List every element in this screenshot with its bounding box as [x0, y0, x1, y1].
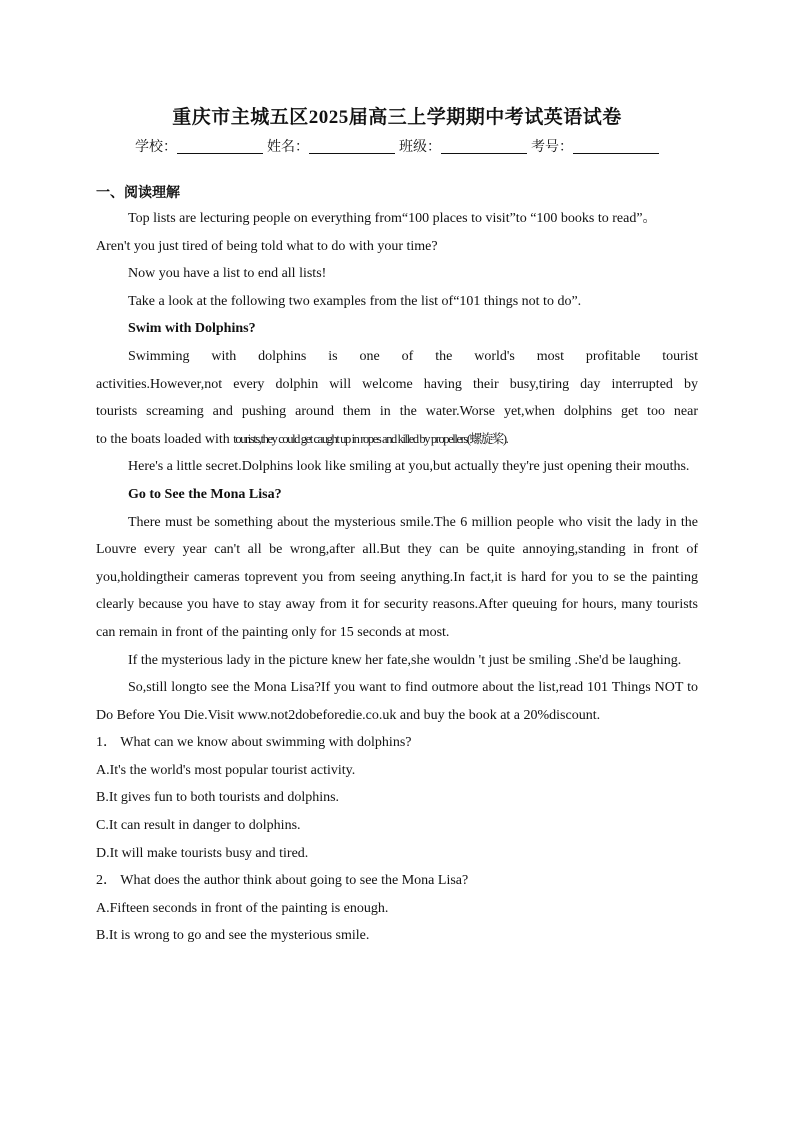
school-blank[interactable] [177, 139, 263, 154]
heading-dolphins: Swim with Dolphins? [128, 321, 256, 337]
mona-paragraph-3: So,still longto see the Mona Lisa?If you want to find outmore about the list,read 101 Things NOT to Do Before You Die.Visit www.not2dobeforedie.co.uk and buy the book at a 20%discount. [96, 680, 698, 723]
question-1-option-a[interactable]: A.It's the world's most popular tourist activity. [96, 762, 356, 778]
class-label: 班级： [399, 139, 441, 155]
dolphin-line-1: Swimming with dolphins is one of the world's most profitable tourist [128, 348, 698, 364]
mona-paragraph-2: If the mysterious lady in the picture knew her fate,she wouldn 't just be smiling .She'd be laughing. [128, 652, 682, 668]
question-2-option-b[interactable]: B.It is wrong to go and see the mysterious smile. [96, 928, 370, 944]
section-title: 一、阅读理解 [96, 185, 180, 201]
intro-paragraph-2: Now you have a list to end all lists! [128, 266, 327, 282]
question-1-option-c[interactable]: C.It can result in danger to dolphins. [96, 818, 301, 834]
name-blank[interactable] [309, 139, 395, 154]
dolphin-line-4 [96, 426, 698, 454]
intro-line-2: Aren't you just tired of being told what to do with your time? [96, 238, 438, 254]
intro-paragraph-3: Take a look at the following two examples from the list of“101 things not to do”. [128, 293, 582, 309]
question-1-option-b[interactable]: B.It gives fun to both tourists and dolphins. [96, 790, 340, 806]
exam-number-blank[interactable] [573, 139, 659, 154]
heading-mona-lisa: Go to See the Mona Lisa? [128, 486, 282, 502]
exam-number-label: 考号： [531, 139, 573, 155]
dolphin-line-4-start: to the boats loaded with [96, 431, 234, 447]
name-label: 姓名： [267, 139, 309, 155]
class-blank[interactable] [441, 139, 527, 154]
exam-content [96, 182, 698, 950]
student-info-row [0, 136, 794, 156]
dolphin-secret: Here's a little secret.Dolphins look like smiling at you,but actually they're just opening their mouths. [128, 459, 690, 475]
intro-line-1: Top lists are lecturing people on everything from“100 places to visit”to “100 books to read”。 [128, 211, 657, 226]
question-2-stem: 2． What does the author think about going to see the Mona Lisa? [96, 873, 469, 889]
school-label: 学校： [135, 139, 177, 155]
dolphin-line-4-condensed: tourists,they could get caught up in ropes and killed by propellers(螺旋桨). [233, 431, 508, 446]
exam-title: 重庆市主城五区2025届高三上学期期中考试英语试卷 [172, 107, 622, 128]
question-1-stem: 1． What can we know about swimming with dolphins? [96, 735, 412, 751]
question-1-option-d[interactable]: D.It will make tourists busy and tired. [96, 845, 309, 861]
dolphin-line-2: activities.However,not every dolphin will welcome having their busy,tiring day interrupted by [96, 376, 698, 392]
dolphin-line-3: tourists screaming and pushing around them in the water.Worse yet,when dolphins get too near [96, 404, 698, 420]
mona-paragraph-1: There must be something about the mysterious smile.The 6 million people who visit the lady in the Louvre every year can't all be wrong,after all.But they can be quite annoying,standing in front of you,holdingtheir cameras toprevent you from seeing anything.In fact,it is hard for you to se the painting clearly because you have to stay away from it for security reasons.After queuing for hours, many tourists can remain in front of the painting only for 15 seconds at most. [96, 514, 698, 640]
question-2-option-a[interactable]: A.Fifteen seconds in front of the painting is enough. [96, 900, 389, 916]
